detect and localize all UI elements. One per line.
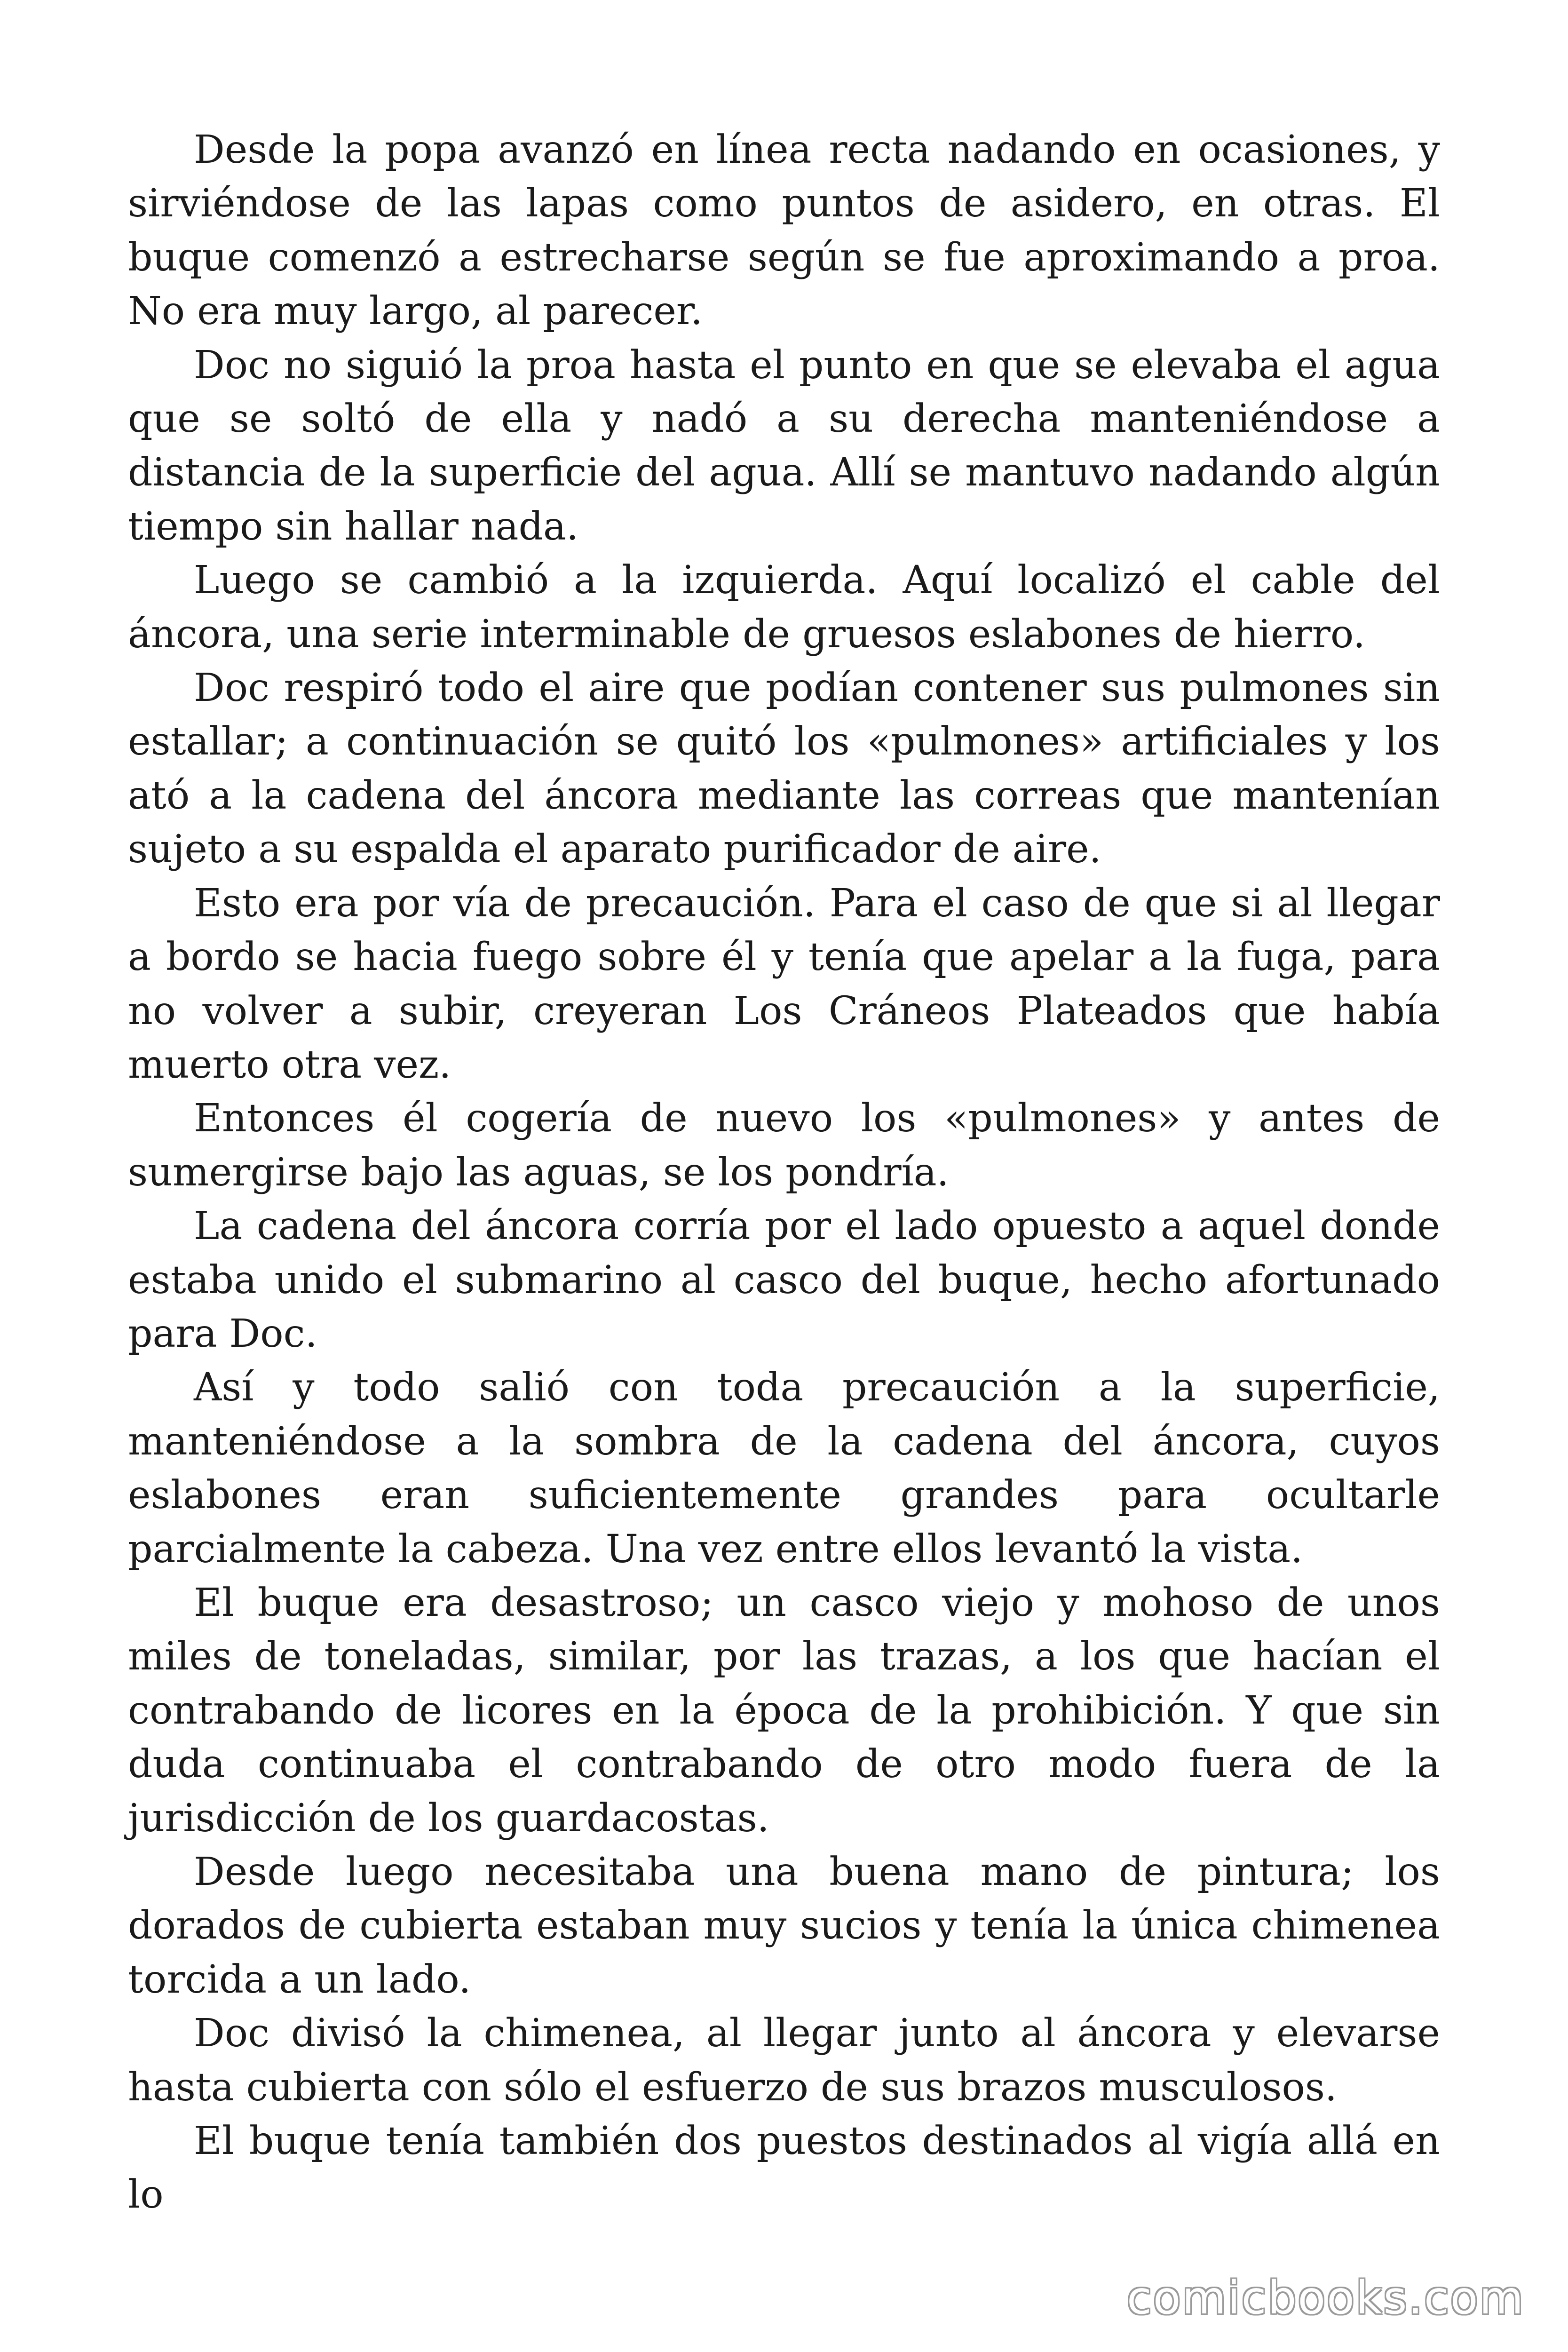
paragraph: Luego se cambió a la izquierda. Aquí localizó el cable del áncora, una serie interminable de gruesos eslabones de hierro. [128, 558, 1440, 657]
paragraph: Desde la popa avanzó en línea recta nadando en ocasiones, y sirviéndose de las lapas como puntos de asidero, en otras. El buque comenzó a estrecharse según se fue aproximando a proa. No era muy largo, al parecer. [128, 127, 1440, 334]
watermark: comicbooks.com [1126, 2272, 1525, 2324]
paragraph: Doc divisó la chimenea, al llegar junto al áncora y elevarse hasta cubierta con sólo el esfuerzo de sus brazos musculosos. [128, 2011, 1440, 2110]
paragraph: Entonces él cogería de nuevo los «pulmones» y antes de sumergirse bajo las aguas, se los pondría. [128, 1096, 1440, 1195]
paragraph: Así y todo salió con toda precaución a la superficie, manteniéndose a la sombra de la cadena del áncora, cuyos eslabones eran suficientemente grandes para ocultarle parcialmente la cabeza. Una vez entre ellos levantó la vista. [128, 1365, 1440, 1572]
paragraph: Desde luego necesitaba una buena mano de pintura; los dorados de cubierta estaban muy sucios y tenía la única chimenea torcida a un lado. [128, 1850, 1440, 2002]
body-text [128, 123, 1440, 2222]
paragraph-last-line: El buque tenía también dos puestos destinados al vigía allá en lo [128, 2119, 1440, 2217]
paragraph: Esto era por vía de precaución. Para el caso de que si al llegar a bordo se hacia fuego sobre él y tenía que apelar a la fuga, para no volver a subir, creyeran Los Cráneos Plateados que había muerto otra vez. [128, 881, 1440, 1087]
paragraph: La cadena del áncora corría por el lado opuesto a aquel donde estaba unido el submarino al casco del buque, hecho afortunado para Doc. [128, 1204, 1440, 1356]
paragraph: Doc respiró todo el aire que podían contener sus pulmones sin estallar; a continuación se quitó los «pulmones» artificiales y los ató a la cadena del áncora mediante las correas que mantenían sujeto a su espalda el aparato purificador de aire. [128, 666, 1440, 872]
paragraph: Doc no siguió la proa hasta el punto en que se elevaba el agua que se soltó de ella y nadó a su derecha manteniéndose a distancia de la superficie del agua. Allí se mantuvo nadando algún tiempo sin hallar nada. [128, 342, 1440, 549]
paragraph: El buque era desastroso; un casco viejo y mohoso de unos miles de toneladas, similar, por las trazas, a los que hacían el contrabando de licores en la época de la prohibición. Y que sin duda continuaba el contrabando de otro modo fuera de la jurisdicción de los guardacostas. [128, 1580, 1440, 1841]
